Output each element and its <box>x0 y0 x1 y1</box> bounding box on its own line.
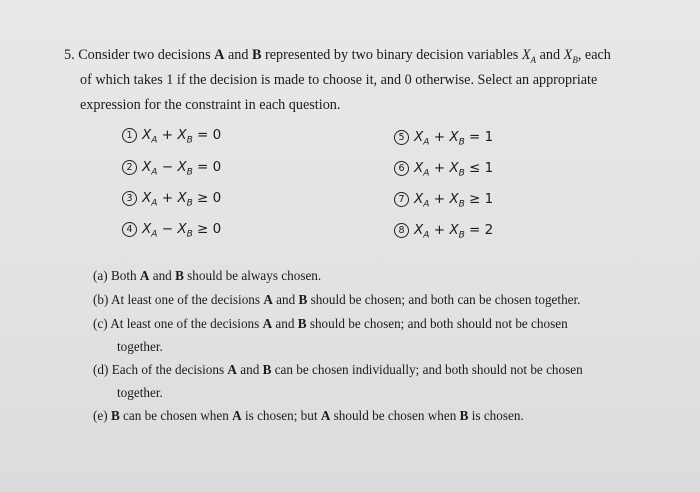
var-x: X <box>449 129 459 145</box>
operator: + <box>429 222 450 238</box>
question-number: 5. <box>64 47 75 63</box>
var-x: X <box>414 191 424 207</box>
part-d <box>93 361 583 379</box>
option-3 <box>122 189 221 213</box>
part-d-continuation: together. <box>117 385 163 400</box>
relation: = 0 <box>192 127 222 143</box>
var-x: X <box>177 190 187 206</box>
option-2 <box>122 158 221 182</box>
part-text: should be chosen; and both can be chosen together. <box>307 292 581 307</box>
question-text: represented by two binary decision variables <box>261 47 522 63</box>
sub-a: A <box>151 198 158 209</box>
var-b: B <box>262 362 272 377</box>
operator: − <box>157 221 178 237</box>
option-number-icon: 1 <box>122 128 137 143</box>
part-text: is chosen; but <box>241 408 321 423</box>
option-number-icon: 3 <box>122 191 137 206</box>
option-4 <box>122 220 221 244</box>
var-x: X <box>177 159 187 175</box>
var-a: A <box>263 292 273 307</box>
var-x: X <box>449 160 459 176</box>
var-x: X <box>177 127 187 143</box>
sub-b: B <box>458 230 465 241</box>
part-text: should be chosen when <box>330 408 460 423</box>
part-text: can be chosen when <box>119 408 233 423</box>
question-text: and <box>224 47 252 63</box>
sub-b: B <box>186 198 193 209</box>
var-xa: X <box>521 47 531 63</box>
sub-a: A <box>530 54 537 65</box>
var-a: A <box>139 268 150 283</box>
var-x: X <box>414 222 424 238</box>
var-x: X <box>142 221 152 237</box>
question-text: Consider two decisions <box>78 47 215 63</box>
sub-b: B <box>458 168 465 179</box>
operator: + <box>157 127 178 143</box>
sub-a: A <box>423 199 430 210</box>
part-text: Both <box>107 268 140 283</box>
var-a: A <box>320 408 331 423</box>
sub-a: A <box>151 229 158 240</box>
part-text: should be chosen; and both should not be chosen <box>306 316 568 331</box>
relation: ≥ 1 <box>464 191 494 207</box>
part-text: and <box>149 268 176 283</box>
part-a <box>93 267 321 285</box>
relation: ≥ 0 <box>192 190 222 206</box>
sub-b: B <box>572 54 578 65</box>
option-number-icon: 8 <box>394 223 409 238</box>
option-5 <box>394 128 493 152</box>
part-e <box>93 407 524 425</box>
sub-b: B <box>186 229 193 240</box>
relation: = 2 <box>464 222 494 238</box>
var-a: A <box>262 316 273 331</box>
sub-b: B <box>186 135 193 146</box>
sub-a: A <box>423 168 430 179</box>
part-c-continuation: together. <box>117 339 163 354</box>
part-text: and <box>272 292 299 307</box>
operator: + <box>157 190 178 206</box>
option-number-icon: 5 <box>394 130 409 145</box>
var-x: X <box>142 190 152 206</box>
relation: = 0 <box>192 159 222 175</box>
var-b: B <box>459 408 469 423</box>
option-number-icon: 7 <box>394 192 409 207</box>
relation: ≥ 0 <box>192 221 222 237</box>
part-label: (a) <box>93 268 108 283</box>
part-label: (e) <box>93 408 108 423</box>
var-x: X <box>142 159 152 175</box>
var-b: B <box>251 47 262 63</box>
question-line-1 <box>64 46 611 69</box>
part-text: is chosen. <box>468 408 524 423</box>
sub-b: B <box>186 167 193 178</box>
var-a: A <box>232 408 242 423</box>
operator: + <box>429 160 450 176</box>
sub-a: A <box>423 137 430 148</box>
option-number-icon: 6 <box>394 161 409 176</box>
part-text: can be chosen individually; and both should not be chosen <box>271 362 583 377</box>
part-text: and <box>272 316 298 331</box>
option-number-icon: 4 <box>122 222 137 237</box>
question-line-2: of which takes 1 if the decision is made to choose it, and 0 otherwise. Select an appropriate <box>80 72 598 88</box>
var-b: B <box>175 268 184 283</box>
operator: − <box>157 159 178 175</box>
var-b: B <box>298 292 308 307</box>
question-line-3: expression for the constraint in each question. <box>80 97 341 113</box>
var-x: X <box>449 222 459 238</box>
part-text: At least one of the decisions <box>107 316 263 331</box>
var-x: X <box>414 129 424 145</box>
sub-b: B <box>458 199 465 210</box>
var-a: A <box>227 362 237 377</box>
var-a: A <box>214 47 225 63</box>
sub-a: A <box>151 135 158 146</box>
question-text: , each <box>577 47 611 63</box>
part-text: At least one of the decisions <box>108 292 264 307</box>
option-6 <box>394 159 493 183</box>
var-x: X <box>142 127 152 143</box>
part-c <box>93 315 568 333</box>
part-text: and <box>236 362 263 377</box>
part-b <box>93 291 580 309</box>
option-1 <box>122 126 221 150</box>
relation: = 1 <box>464 129 494 145</box>
question-text: and <box>536 47 564 63</box>
var-x: X <box>177 221 187 237</box>
var-xb: X <box>563 47 573 63</box>
part-text: Each of the decisions <box>108 362 228 377</box>
part-label: (d) <box>93 362 109 377</box>
operator: + <box>429 129 450 145</box>
option-number-icon: 2 <box>122 160 137 175</box>
sub-b: B <box>458 137 465 148</box>
sub-a: A <box>151 167 158 178</box>
var-x: X <box>414 160 424 176</box>
sub-a: A <box>423 230 430 241</box>
option-7 <box>394 190 493 214</box>
var-x: X <box>449 191 459 207</box>
option-8 <box>394 221 493 245</box>
part-text: should be always chosen. <box>183 268 322 283</box>
relation: ≤ 1 <box>464 160 494 176</box>
var-b: B <box>110 408 120 423</box>
operator: + <box>429 191 450 207</box>
part-label: (b) <box>93 292 109 307</box>
var-b: B <box>297 316 307 331</box>
part-label: (c) <box>93 316 108 331</box>
